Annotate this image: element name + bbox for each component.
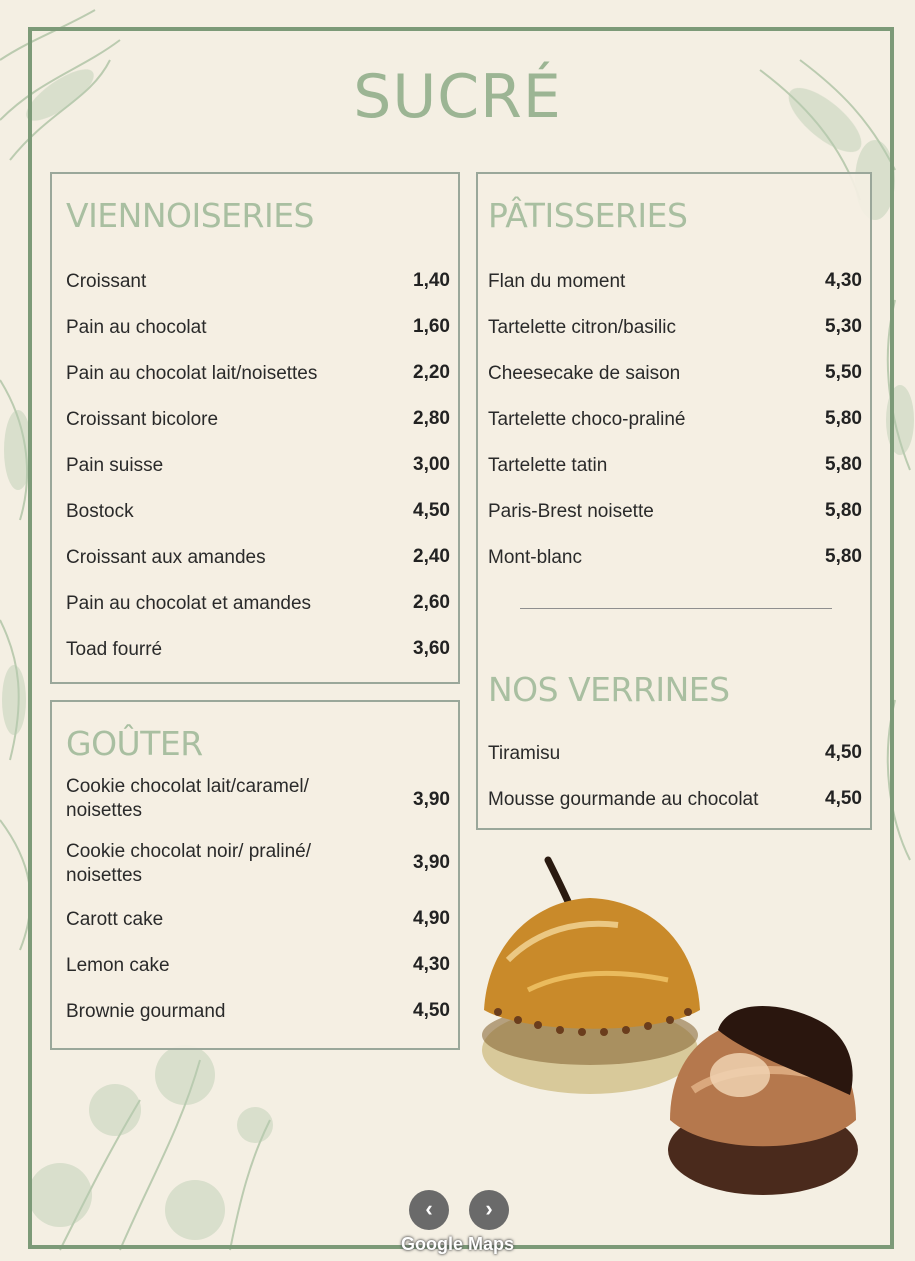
item-name: Toad fourré bbox=[66, 639, 163, 660]
item-name: Tartelette choco-praliné bbox=[488, 409, 686, 430]
item-price: 3,90 bbox=[413, 852, 450, 873]
item-price: 4,30 bbox=[413, 954, 450, 975]
item-price: 4,50 bbox=[825, 742, 862, 763]
previous-image-button[interactable] bbox=[409, 1190, 449, 1230]
item-price: 4,50 bbox=[413, 1000, 450, 1021]
item-name: Croissant bbox=[66, 271, 147, 292]
item-name: Bostock bbox=[66, 501, 134, 522]
item-price: 5,80 bbox=[825, 546, 862, 567]
item-price: 5,80 bbox=[825, 408, 862, 429]
item-price: 5,30 bbox=[825, 316, 862, 337]
item-price: 4,50 bbox=[413, 500, 450, 521]
item-name: Flan du moment bbox=[488, 271, 626, 292]
item-price: 4,90 bbox=[413, 908, 450, 929]
next-image-button[interactable] bbox=[469, 1190, 509, 1230]
item-price: 3,60 bbox=[413, 638, 450, 659]
item-name: Lemon cake bbox=[66, 955, 170, 976]
section-title-verrines: NOS VERRINES bbox=[488, 670, 730, 709]
item-name: Pain au chocolat et amandes bbox=[66, 593, 312, 614]
item-name: Paris-Brest noisette bbox=[488, 501, 654, 522]
item-name: Pain suisse bbox=[66, 455, 164, 476]
item-name: Cheesecake de saison bbox=[488, 363, 681, 384]
item-name: Carott cake bbox=[66, 909, 164, 930]
item-price: 2,20 bbox=[413, 362, 450, 383]
item-price: 5,50 bbox=[825, 362, 862, 383]
item-price: 2,40 bbox=[413, 546, 450, 567]
item-name: Croissant aux amandes bbox=[66, 547, 266, 568]
item-price: 3,90 bbox=[413, 789, 450, 810]
list-item bbox=[66, 840, 450, 890]
google-maps-watermark: Google Maps bbox=[400, 1234, 514, 1254]
pastry-illustration bbox=[478, 850, 878, 1210]
item-price: 2,60 bbox=[413, 592, 450, 613]
patisseries-panel bbox=[476, 172, 872, 830]
item-price: 5,80 bbox=[825, 500, 862, 521]
viennoiseries-panel bbox=[50, 172, 460, 684]
item-name: Cookie chocolat noir/ praliné/ noisettes bbox=[66, 841, 312, 886]
chevron-right-icon: › bbox=[485, 1196, 493, 1221]
section-divider bbox=[520, 608, 832, 609]
item-price: 1,40 bbox=[413, 270, 450, 291]
item-name: Mousse gourmande au chocolat bbox=[488, 789, 759, 810]
list-item bbox=[66, 775, 450, 825]
section-title-gouter: GOÛTER bbox=[66, 724, 203, 763]
gouter-panel bbox=[50, 700, 460, 1050]
item-price: 2,80 bbox=[413, 408, 450, 429]
chevron-left-icon: ‹ bbox=[425, 1196, 433, 1221]
item-name: Brownie gourmand bbox=[66, 1001, 226, 1022]
item-price: 4,50 bbox=[825, 788, 862, 809]
section-title-patisseries: PÂTISSERIES bbox=[488, 196, 688, 235]
item-name: Tartelette citron/basilic bbox=[488, 317, 676, 338]
section-title-viennoiseries: VIENNOISERIES bbox=[66, 196, 314, 235]
item-price: 3,00 bbox=[413, 454, 450, 475]
item-name: Tartelette tatin bbox=[488, 455, 608, 476]
item-name: Croissant bicolore bbox=[66, 409, 219, 430]
item-name: Cookie chocolat lait/caramel/ noisettes bbox=[66, 776, 309, 821]
page-title: SUCRÉ bbox=[353, 62, 562, 132]
item-name: Mont-blanc bbox=[488, 547, 582, 568]
item-name: Tiramisu bbox=[488, 743, 561, 764]
item-name: Pain au chocolat lait/noisettes bbox=[66, 363, 318, 384]
item-price: 5,80 bbox=[825, 454, 862, 475]
item-name: Pain au chocolat bbox=[66, 317, 207, 338]
item-price: 4,30 bbox=[825, 270, 862, 291]
item-price: 1,60 bbox=[413, 316, 450, 337]
